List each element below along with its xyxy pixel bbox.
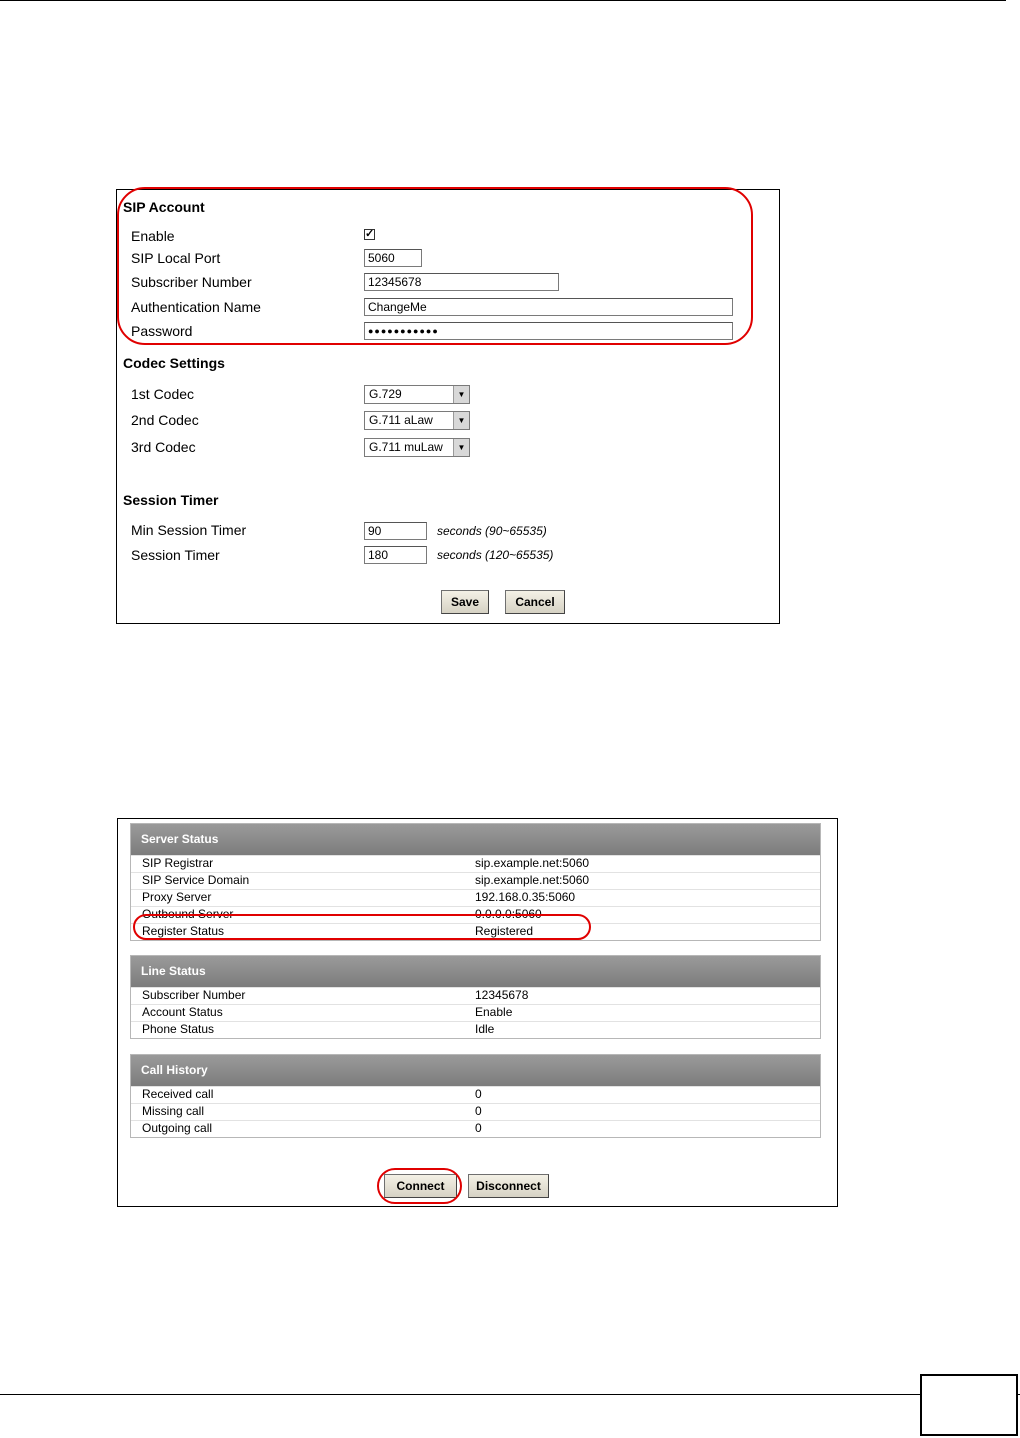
row-key: Proxy Server (142, 890, 212, 904)
row-key: SIP Service Domain (142, 873, 250, 887)
codec-3-select[interactable] (364, 438, 470, 457)
row-value: Idle (475, 1022, 495, 1036)
row-value: 0.0.0.0:5060 (475, 907, 542, 921)
chevron-down-icon[interactable]: ▼ (453, 412, 469, 429)
table-row (131, 872, 820, 889)
authentication-name-input[interactable] (364, 298, 733, 316)
subscriber-number-input[interactable] (364, 273, 559, 291)
authentication-name-label: Authentication Name (131, 299, 261, 315)
table-row (131, 1004, 820, 1021)
codec-settings-heading: Codec Settings (123, 355, 225, 371)
row-key: Outgoing call (142, 1121, 213, 1135)
row-value: 192.168.0.35:5060 (475, 890, 576, 904)
min-session-timer-hint: seconds (90~65535) (437, 524, 547, 538)
enable-label: Enable (131, 228, 175, 244)
codec-2-select[interactable] (364, 411, 470, 430)
row-key: Account Status (142, 1005, 223, 1019)
bottom-rule (0, 1394, 1020, 1395)
row-key: Missing call (142, 1104, 205, 1118)
codec-3-label: 3rd Codec (131, 439, 196, 455)
row-value: 0 (475, 1087, 482, 1101)
row-key: Subscriber Number (142, 988, 246, 1002)
line-status-section (130, 955, 821, 1039)
chevron-down-icon[interactable]: ▼ (453, 386, 469, 403)
save-button[interactable]: Save (441, 590, 489, 614)
table-row (131, 987, 820, 1004)
chevron-down-icon[interactable]: ▼ (453, 439, 469, 456)
row-value: sip.example.net:5060 (475, 873, 590, 887)
disconnect-button[interactable]: Disconnect (468, 1174, 549, 1198)
password-label: Password (131, 323, 193, 339)
sip-local-port-input[interactable] (364, 249, 422, 267)
line-status-header: Line Status (131, 956, 820, 987)
row-value: 0 (475, 1104, 482, 1118)
row-value: 0 (475, 1121, 482, 1135)
row-key: Phone Status (142, 1022, 215, 1036)
server-status-section (130, 823, 821, 941)
subscriber-number-label: Subscriber Number (131, 274, 252, 290)
table-row (131, 889, 820, 906)
table-row (131, 1120, 820, 1137)
min-session-timer-input[interactable] (364, 522, 427, 540)
password-input[interactable] (364, 322, 733, 340)
status-panel (117, 818, 838, 1207)
min-session-timer-label: Min Session Timer (131, 522, 247, 538)
table-row (131, 1086, 820, 1103)
session-timer-label: Session Timer (131, 547, 220, 563)
session-timer-input[interactable] (364, 546, 427, 564)
sip-account-heading: SIP Account (123, 199, 205, 215)
table-row (131, 906, 820, 923)
row-value: Enable (475, 1005, 513, 1019)
row-key: Outbound Server (142, 907, 234, 921)
codec-1-value: G.729 (369, 387, 402, 401)
call-history-section (130, 1054, 821, 1138)
page-number-box (920, 1374, 1018, 1436)
cancel-button[interactable]: Cancel (505, 590, 565, 614)
call-history-header: Call History (131, 1055, 820, 1086)
sip-local-port-label: SIP Local Port (131, 250, 221, 266)
table-row (131, 1103, 820, 1120)
codec-2-value: G.711 aLaw (369, 413, 433, 427)
row-key: SIP Registrar (142, 856, 214, 870)
codec-2-label: 2nd Codec (131, 412, 199, 428)
enable-checkbox[interactable]: ✓ (365, 228, 375, 240)
connect-button[interactable]: Connect (384, 1174, 457, 1198)
sip-account-panel (116, 189, 780, 624)
codec-1-select[interactable] (364, 385, 470, 404)
codec-3-value: G.711 muLaw (369, 440, 443, 454)
session-timer-hint: seconds (120~65535) (437, 548, 554, 562)
row-key: Register Status (142, 924, 225, 938)
server-status-header: Server Status (131, 824, 820, 855)
row-value: 12345678 (475, 988, 529, 1002)
row-value: Registered (475, 924, 534, 938)
session-timer-heading: Session Timer (123, 492, 219, 508)
row-key: Received call (142, 1087, 214, 1101)
table-row (131, 923, 820, 940)
row-value: sip.example.net:5060 (475, 856, 590, 870)
codec-1-label: 1st Codec (131, 386, 195, 402)
table-row (131, 1021, 820, 1038)
top-rule (0, 0, 1006, 1)
table-row (131, 855, 820, 872)
